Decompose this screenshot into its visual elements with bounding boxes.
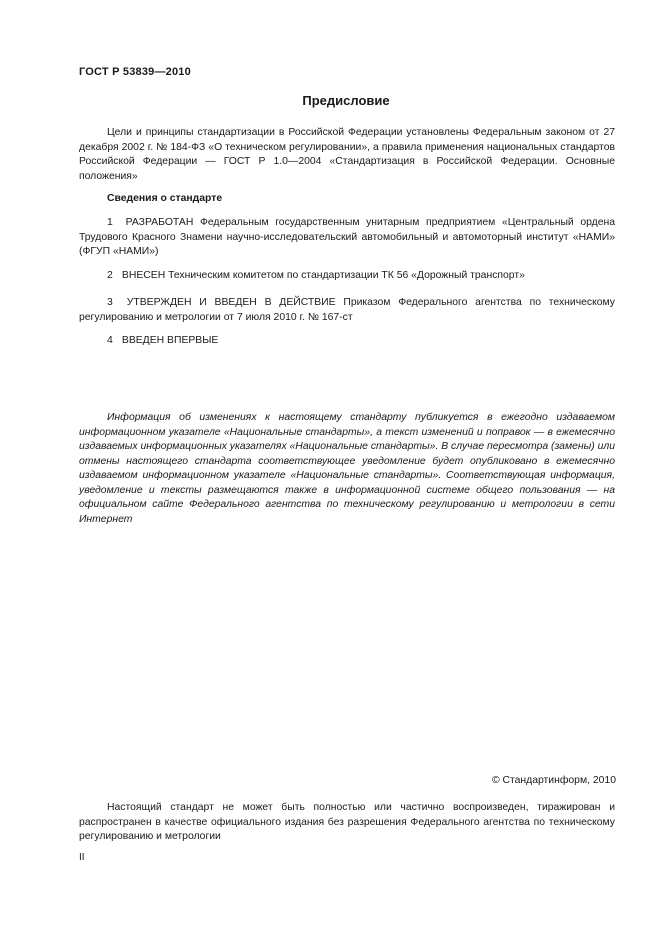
standard-info-item-2 (79, 269, 615, 284)
item-number: 4 (107, 335, 113, 346)
item-text: УТВЕРЖДЕН И ВВЕДЕН В ДЕЙСТВИЕ Приказом Федерального агентства по техническому регулированию и метрологии от 7 июля 2010 г. № 167-ст (79, 297, 615, 323)
foreword-intro: Цели и принципы стандартизации в Российской Федерации установлены Федеральным законом от 27 декабря 2002 г. № 184-ФЗ «О техническом регулировании», а правила применения национальных стандартов Российской Федерации — ГОСТ Р 1.0—2004 «Стандартизация в Российской Федерации. Основные положения» (79, 127, 615, 182)
page-number: II (79, 852, 85, 863)
item-text: РАЗРАБОТАН Федеральным государственным унитарным предприятием «Центральный ордена Трудового Красного Знамени научно-исследовательский автомобильный и автомоторный институт «НАМИ» (ФГУП «НАМИ») (79, 217, 616, 257)
item-number: 3 (107, 297, 113, 308)
item-number: 1 (107, 217, 113, 228)
copyright-notice: © Стандартинформ, 2010 (491, 775, 616, 786)
reproduction-notice: Настоящий стандарт не может быть полностью или частично воспроизведен, тиражирован и распространен в качестве официального издания без разрешения Федерального агентства по техническому регулированию и метрологии (79, 802, 615, 842)
document-code: ГОСТ Р 53839—2010 (79, 66, 191, 78)
section-heading: Сведения о стандарте (107, 193, 223, 204)
item-text: ВНЕСЕН Техническим комитетом по стандартизации ТК 56 «Дорожный транспорт» (121, 270, 525, 281)
amendments-info-notice: Информация об изменениях к настоящему стандарту публикуется в ежегодно издаваемом информационном указателе «Национальные стандарты», а текст изменений и поправок — в ежемесячно издаваемых информационных указателях «Национальные стандарты». В случае пересмотра (замены) или отмены настоящего стандарта соответствующее уведомление будет опубликовано в ежемесячно издаваемом информационном указателе «Национальные стандарты». Соответствующая информация, уведомление и тексты размещаются также в информационной системе общего пользования — на официальном сайте Федерального агентства по техническому регулированию и метрологии в сети Интернет (79, 412, 615, 525)
item-text: ВВЕДЕН ВПЕРВЫЕ (121, 335, 219, 346)
standard-info-item-3 (79, 296, 615, 325)
item-number: 2 (107, 270, 113, 281)
standard-info-item-4 (79, 334, 615, 349)
page-title: Предисловие (302, 93, 390, 108)
standard-info-item-1 (79, 216, 615, 260)
